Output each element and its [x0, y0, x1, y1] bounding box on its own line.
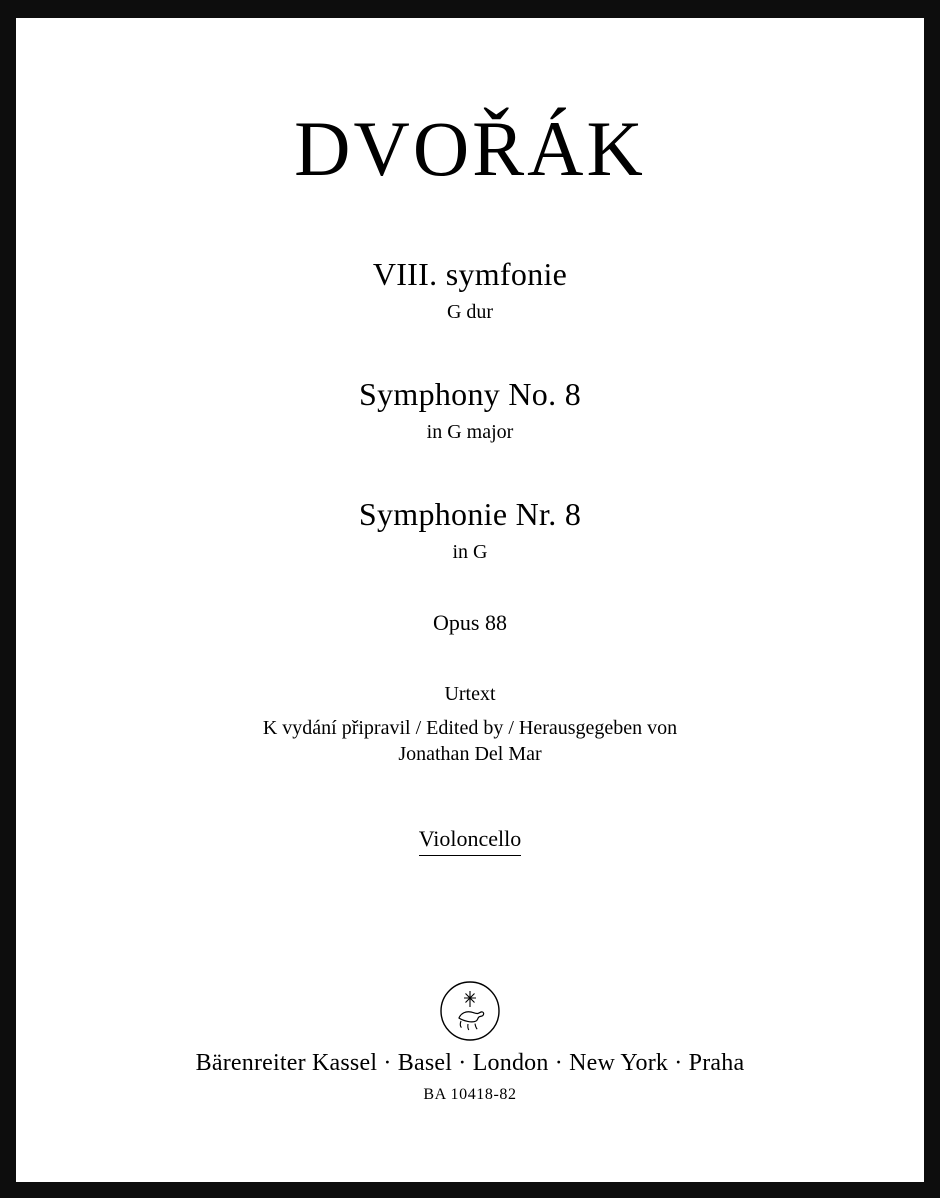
publisher-line: Bärenreiter Kassel · Basel · London · New York · Praha [195, 1050, 745, 1076]
composer-name: DVOŘÁK [294, 105, 646, 192]
editor-credit-line-2: Jonathan Del Mar [398, 742, 542, 765]
opus-number: Opus 88 [433, 610, 507, 635]
title-czech: VIII. symfonie [372, 256, 568, 292]
title-german: Symphonie Nr. 8 [358, 496, 582, 532]
key-czech: G dur [446, 300, 494, 323]
key-german: in G [452, 540, 488, 563]
title-block-english [16, 376, 924, 444]
editor-credit [16, 716, 924, 767]
editor-credit-line-1: K vydání připravil / Edited by / Herausgegeben von [262, 717, 678, 739]
plate-number: BA 10418-82 [423, 1086, 517, 1103]
cover-page [16, 18, 924, 1182]
instrument-part-wrap [16, 826, 924, 856]
cover-content [16, 18, 924, 1182]
edition-type: Urtext [444, 683, 496, 705]
instrument-part: Violoncello [419, 826, 522, 856]
title-block-czech [16, 256, 924, 324]
title-block-german [16, 496, 924, 564]
title-english: Symphony No. 8 [359, 376, 581, 412]
key-english: in G major [426, 420, 514, 443]
baerenreiter-bear-logo-icon [439, 980, 501, 1042]
